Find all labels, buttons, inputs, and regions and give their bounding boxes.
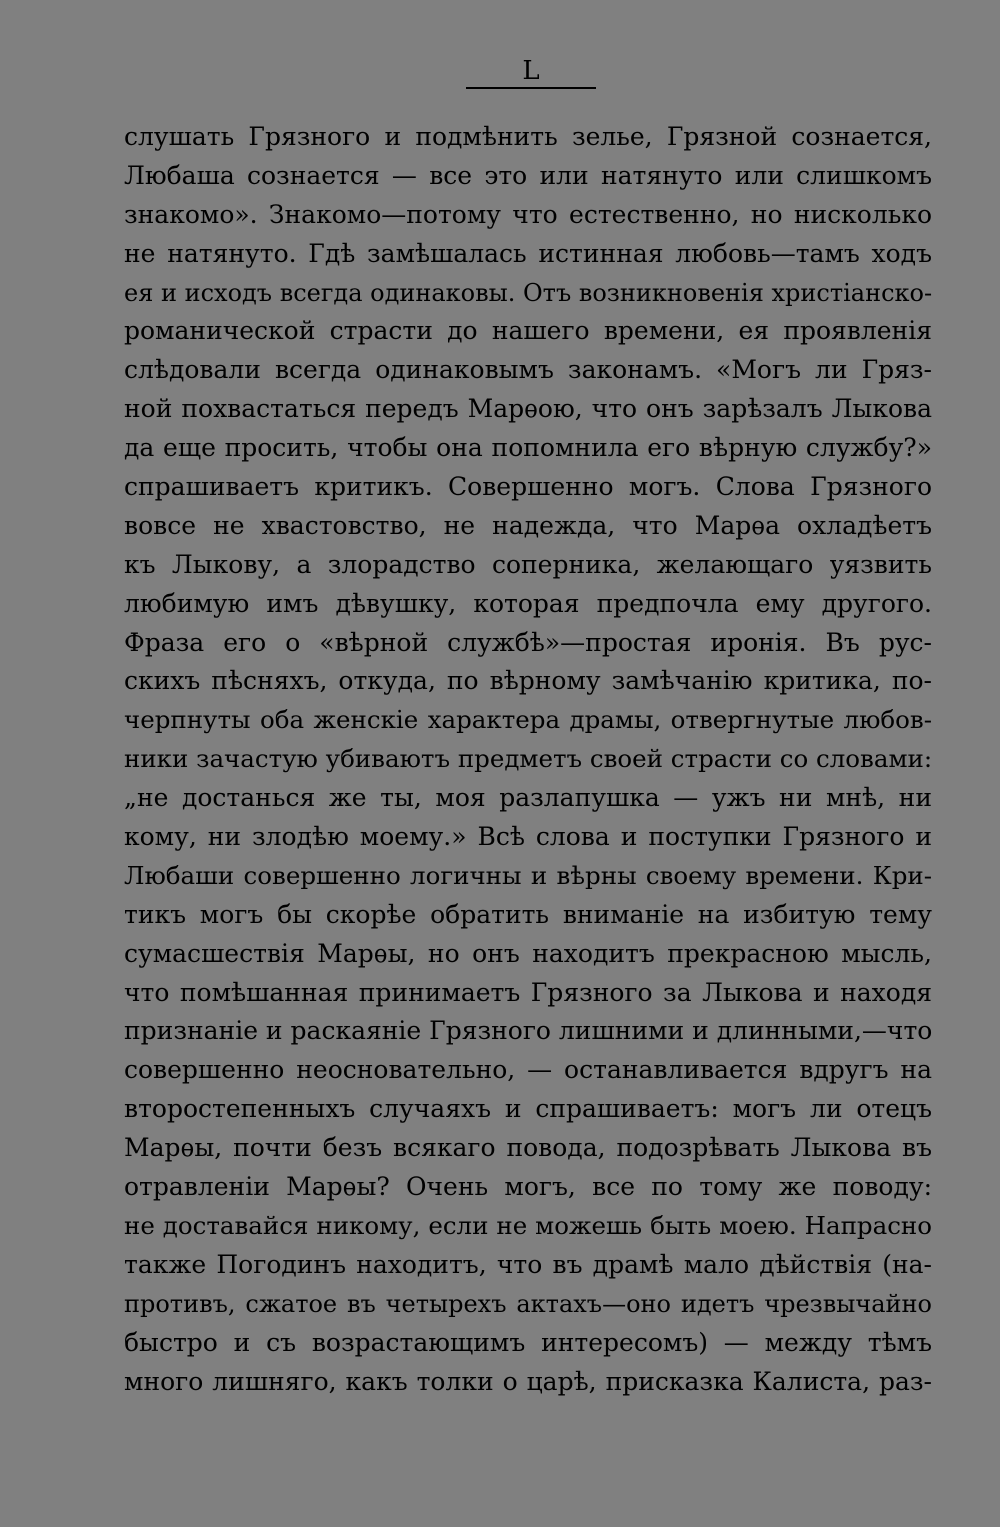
- text-line: къ Лыкову, а злорадство соперника, желающаго уязвить: [124, 549, 932, 579]
- text-line: „не достанься же ты, моя разлапушка — ужъ ни мнѣ, ни: [124, 783, 932, 813]
- text-line: ея и исходъ всегда одинаковы. Отъ возникновенія христіанско-: [124, 278, 932, 307]
- text-line: ники зачастую убиваютъ предметъ своей страсти со словами:: [124, 744, 932, 774]
- text-line: отравленіи Марѳы? Очень могъ, все по тому же поводу:: [124, 1172, 932, 1202]
- text-line: Марѳы, почти безъ всякаго повода, подозрѣвать Лыкова въ: [124, 1133, 932, 1163]
- text-line: ной похвастаться передъ Марѳою, что онъ зарѣзалъ Лыкова: [124, 394, 932, 424]
- body-text: [124, 118, 932, 1401]
- text-line: второстепенныхъ случаяхъ и спрашиваетъ: могъ ли отецъ: [124, 1094, 932, 1124]
- header-rule: [466, 87, 596, 89]
- text-line: также Погодинъ находитъ, что въ драмѣ мало дѣйствія (на-: [124, 1249, 932, 1279]
- text-line: кому, ни злодѣю моему.» Всѣ слова и поступки Грязного и: [124, 822, 932, 852]
- text-line: черпнуты оба женскіе характера драмы, отвергнутые любов-: [124, 705, 932, 735]
- text-line: не натянуто. Гдѣ замѣшалась истинная любовь—тамъ ходъ: [124, 238, 932, 268]
- text-line: да еще просить, чтобы она попомнила его вѣрную службу?»: [124, 433, 932, 463]
- text-line: не доставайся никому, если не можешь быть моею. Напрасно: [124, 1210, 932, 1240]
- page-number: L: [522, 56, 540, 86]
- text-line: Любаши совершенно логичны и вѣрны своему времени. Кри-: [124, 860, 932, 890]
- text-line: совершенно неосновательно, — останавливается вдругъ на: [124, 1055, 932, 1085]
- text-line: тикъ могъ бы скорѣе обратить вниманіе на избитую тему: [124, 899, 932, 929]
- text-line: много лишняго, какъ толки о царѣ, присказка Калиста, раз-: [124, 1366, 932, 1396]
- text-line: признаніе и раскаяніе Грязного лишними и длинными,—что: [124, 1016, 932, 1046]
- text-line: спрашиваетъ критикъ. Совершенно могъ. Слова Грязного: [124, 472, 932, 502]
- text-line: знакомо». Знакомо—потому что естественно, но нисколько: [124, 199, 932, 229]
- text-line: романической страсти до нашего времени, ея проявленія: [124, 316, 932, 346]
- text-line: что помѣшанная принимаетъ Грязного за Лыкова и находя: [124, 977, 932, 1007]
- text-line: слѣдовали всегда одинаковымъ законамъ. «Могъ ли Гряз-: [124, 355, 932, 385]
- text-line: сумасшествія Марѳы, но онъ находитъ прекрасною мысль,: [124, 938, 932, 968]
- text-line: любимую имъ дѣвушку, которая предпочла ему другого.: [124, 588, 932, 618]
- text-line: слушать Грязного и подмѣнить зелье, Грязной сознается,: [124, 122, 932, 151]
- text-line: скихъ пѣсняхъ, откуда, по вѣрному замѣчанію критика, по-: [124, 666, 932, 696]
- text-line: быстро и съ возрастающимъ интересомъ) — между тѣмъ: [124, 1327, 932, 1357]
- text-line: вовсе не хвастовство, не надежда, что Марѳа охладѣетъ: [124, 510, 932, 540]
- text-line: противъ, сжатое въ четырехъ актахъ—оно идетъ чрезвычайно: [124, 1289, 932, 1318]
- text-line: Фраза его о «вѣрной службѣ»—простая иронія. Въ рус-: [124, 627, 932, 657]
- text-line: Любаша сознается — все это или натянуто или слишкомъ: [124, 160, 932, 190]
